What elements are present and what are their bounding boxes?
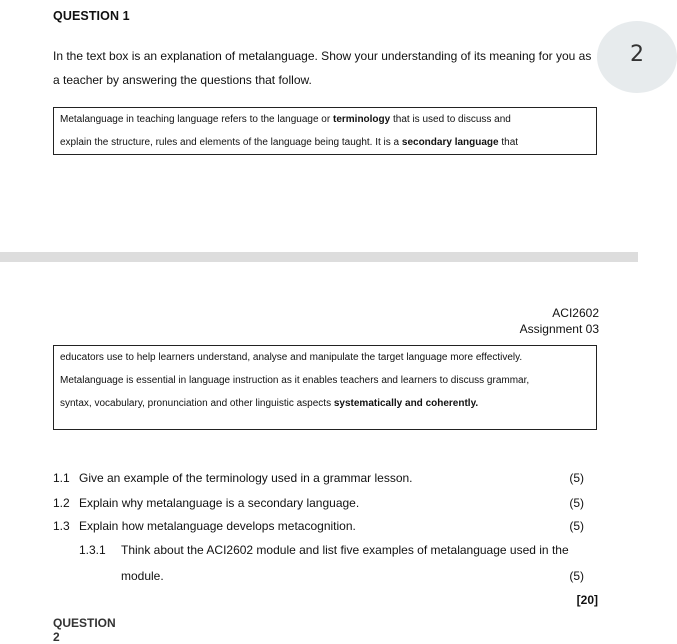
question-1-3-1-marks: (5) <box>569 569 584 583</box>
page-number-badge <box>597 21 677 93</box>
question-1-total: [20] <box>576 593 598 607</box>
question-1-3-1: 1.3.1 Think about the ACI2602 module and list five examples of metalanguage used in the <box>79 543 569 557</box>
box2-line-2: Metalanguage is essential in language instruction as it enables teachers and learners to discuss grammar, <box>60 375 530 386</box>
question-1-2: 1.2 Explain why metalanguage is a secondary language. <box>53 496 360 510</box>
question-1-3: 1.3 Explain how metalanguage develops metacognition. <box>53 519 356 533</box>
box1-line-1: Metalanguage in teaching language refers to the language or terminology that is used to discuss and <box>60 114 511 125</box>
question-1-3-1-line-2: module. <box>121 569 164 583</box>
question-1-heading: QUESTION 1 <box>53 9 130 23</box>
course-code: ACI2602 <box>552 306 599 320</box>
assignment-label: Assignment 03 <box>519 322 599 336</box>
question-1-1-marks: (5) <box>569 471 584 485</box>
next-question-heading-cut: QUESTION 2 <box>53 616 116 644</box>
question-1-3-marks: (5) <box>569 519 584 533</box>
box2-line-1: educators use to help learners understand, analyse and manipulate the target language more effectively. <box>60 352 523 363</box>
question-1-1: 1.1 Give an example of the terminology used in a grammar lesson. <box>53 471 413 485</box>
intro-line-1: In the text box is an explanation of metalanguage. Show your understanding of its meaning for you as <box>53 49 592 63</box>
definition-box-part-2 <box>53 345 597 430</box>
box1-line-2: explain the structure, rules and elements of the language being taught. It is a secondary language that <box>60 137 519 148</box>
definition-box-part-1 <box>53 107 597 155</box>
box2-line-3: syntax, vocabulary, pronunciation and other linguistic aspects systematically and coherently. <box>60 398 479 409</box>
page-break-divider <box>0 252 638 262</box>
page-number: 2 <box>630 42 644 67</box>
intro-line-2: a teacher by answering the questions that follow. <box>53 73 312 87</box>
question-1-2-marks: (5) <box>569 496 584 510</box>
